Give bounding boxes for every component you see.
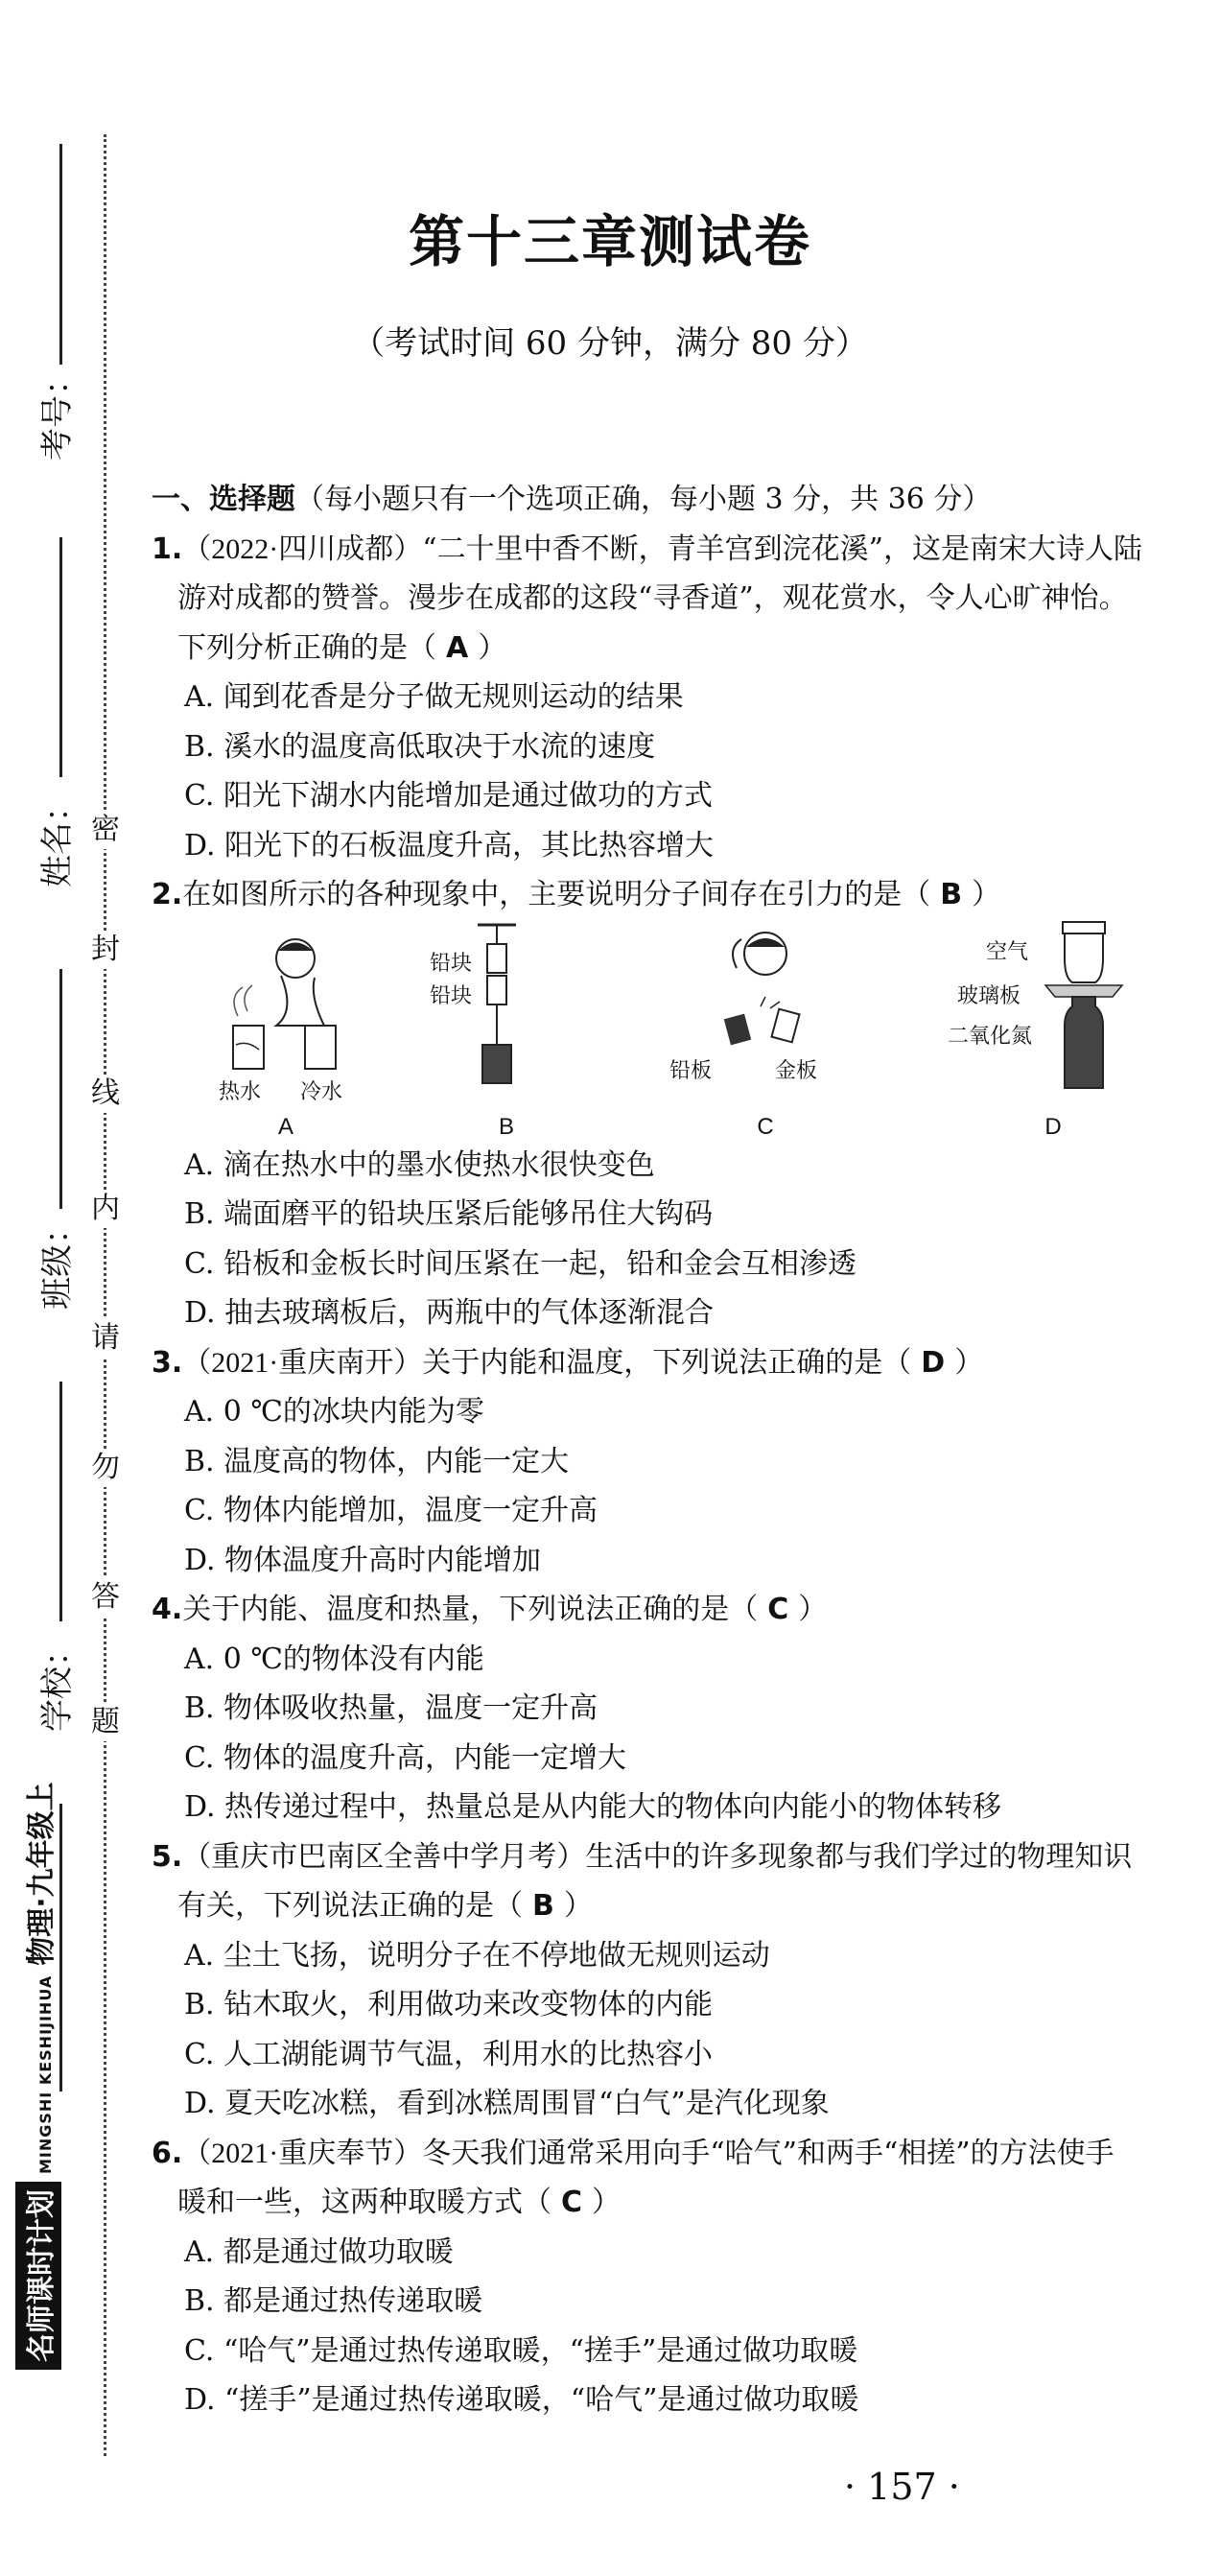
- question-text: 有关，下列说法正确的是（ B ）: [177, 1889, 593, 1923]
- figure-row: [152, 920, 1187, 1141]
- seal-char: 请: [86, 1319, 125, 1358]
- figure-d: [948, 920, 1149, 1141]
- option: B. 端面磨平的铅块压紧后能够吊住大钩码: [184, 1197, 714, 1231]
- seal-char: 题: [86, 1703, 125, 1741]
- answer: C: [561, 2186, 583, 2219]
- answer: D: [921, 1345, 946, 1380]
- answer: A: [446, 630, 469, 665]
- exam-number-label: 考号：: [38, 363, 77, 461]
- answer: C: [767, 1593, 789, 1626]
- option: D. 抽去玻璃板后，两瓶中的气体逐渐混合: [184, 1296, 715, 1330]
- question-list: [152, 475, 1187, 2425]
- question-source: （2021·重庆南开）: [182, 1346, 423, 1379]
- figure-caption: C: [757, 1113, 774, 1140]
- answer: B: [532, 1889, 554, 1923]
- figure-a: [190, 920, 382, 1141]
- option: B. 温度高的物体，内能一定大: [184, 1444, 570, 1478]
- option: C. 铅板和金板长时间压紧在一起，铅和金会互相渗透: [184, 1246, 856, 1281]
- seal-char: 内: [86, 1190, 125, 1228]
- figure-b: [411, 920, 602, 1141]
- question-text: 下列分析正确的是（ A ）: [177, 630, 507, 665]
- option: C. 人工湖能调节气温，利用水的比热容小: [184, 2037, 713, 2071]
- option: D. “搓手”是通过热传递取暖，“哈气”是通过做功取暖: [184, 2383, 859, 2417]
- figure-label: 铅块: [430, 983, 473, 1008]
- option: C. 物体的温度升高，内能一定增大: [184, 1740, 626, 1775]
- figure-caption: A: [277, 1113, 293, 1140]
- figure-label: 冷水: [300, 1079, 343, 1104]
- exam-info: （考试时间 60 分钟，满分 80 分）: [352, 324, 868, 363]
- figure-label: 铅板: [669, 1058, 713, 1083]
- brand-pinyin: MINGSHI KESHIJIHUA: [36, 1974, 55, 2174]
- seal-char: 密: [86, 811, 125, 849]
- option: A. 都是通过做功取暖: [184, 2234, 454, 2269]
- question-text: 游对成都的赞誉。漫步在成都的这段“寻香道”，观花赏水，令人心旷神怡。: [177, 581, 1128, 615]
- school-label: 学校：: [38, 1634, 77, 1732]
- option: B. 钻木取火，利用做功来改变物体的内能: [184, 1988, 714, 2021]
- class-label: 班级：: [38, 1212, 77, 1310]
- name-label: 姓名：: [38, 790, 77, 887]
- question-source: （2021·重庆奉节）: [182, 2137, 423, 2169]
- question-3: 3.（2021·重庆南开）关于内能和温度，下列说法正确的是（ D ）: [152, 1345, 984, 1380]
- option: A. 尘土飞扬，说明分子在不停地做无规则运动: [184, 1938, 770, 1973]
- question-source: （2022·四川成都）: [182, 532, 423, 565]
- question-text: 暖和一些，这两种取暖方式（ C ）: [177, 2186, 622, 2219]
- figure-label: 热水: [219, 1079, 262, 1104]
- figure-c: [669, 920, 861, 1141]
- seal-char: 线: [86, 1075, 125, 1113]
- option: D. 夏天吃冰糕，看到冰糕周围冒“白气”是汽化现象: [184, 2087, 830, 2120]
- question-6: 6.（2021·重庆奉节）冬天我们通常采用向手“哈气”和两手“相搓”的方法使手: [152, 2136, 1114, 2170]
- figure-label: 二氧化氮: [948, 1024, 1033, 1049]
- option: D. 阳光下的石板温度升高，其比热容增大: [184, 828, 715, 863]
- section-note: （每小题只有一个选项正确，每小题 3 分，共 36 分）: [295, 483, 992, 516]
- option: A. 0 ℃的物体没有内能: [184, 1642, 484, 1676]
- figure-label: 空气: [986, 939, 1029, 964]
- question-source: （重庆市巴南区全善中学月考）: [182, 1840, 586, 1873]
- option: D. 物体温度升高时内能增加: [184, 1543, 542, 1577]
- binding-rule-4: [59, 1382, 62, 1621]
- page-title: 第十三章测试卷: [408, 209, 811, 274]
- page-number: · 157 ·: [844, 2466, 960, 2508]
- brand-subject: 物理·九年级上: [25, 1782, 59, 1966]
- question-2: 2.在如图所示的各种现象中，主要说明分子间存在引力的是（ B ）: [152, 878, 1001, 911]
- question-5: 5.（重庆市巴南区全善中学月考）生活中的许多现象都与我们学过的物理知识: [152, 1839, 1133, 1874]
- figure-label: 玻璃板: [957, 983, 1021, 1008]
- figure-caption: B: [498, 1113, 514, 1140]
- option: C. 阳光下湖水内能增加是通过做功的方式: [184, 779, 713, 813]
- section-heading: 一、选择题（每小题只有一个选项正确，每小题 3 分，共 36 分）: [152, 483, 992, 516]
- option: C. “哈气”是通过热传递取暖，“搓手”是通过做功取暖: [184, 2333, 858, 2368]
- option: B. 溪水的温度高低取决于水流的速度: [184, 729, 656, 764]
- option: B. 物体吸收热量，温度一定升高: [184, 1691, 598, 1725]
- figure-caption: D: [1044, 1113, 1062, 1140]
- seal-char: 答: [86, 1578, 125, 1617]
- option: D. 热传递过程中，热量总是从内能大的物体向内能小的物体转移: [184, 1790, 1002, 1824]
- binding-dotted-line: [104, 134, 106, 2456]
- brand-name: 名师课时计划: [15, 2182, 61, 2370]
- option: B. 都是通过热传递取暖: [184, 2284, 483, 2318]
- figure-label: 铅块: [430, 951, 473, 976]
- question-1: 1.（2022·四川成都）“二十里中香不断，青羊宫到浣花溪”，这是南宋大诗人陆: [152, 532, 1142, 566]
- option: A. 滴在热水中的墨水使热水很快变色: [184, 1147, 655, 1182]
- figure-label: 金板: [775, 1058, 818, 1083]
- question-4: 4.关于内能、温度和热量，下列说法正确的是（ C ）: [152, 1593, 828, 1626]
- brand-logo: [15, 1782, 61, 2370]
- seal-char: 封: [86, 931, 125, 969]
- binding-rule-3: [59, 969, 62, 1209]
- seal-char: 勿: [86, 1449, 125, 1487]
- answer: B: [940, 878, 963, 911]
- option: A. 闻到花香是分子做无规则运动的结果: [184, 680, 684, 714]
- option: A. 0 ℃的冰块内能为零: [184, 1395, 484, 1429]
- binding-rule-2: [59, 537, 62, 777]
- option: C. 物体内能增加，温度一定升高: [184, 1494, 598, 1527]
